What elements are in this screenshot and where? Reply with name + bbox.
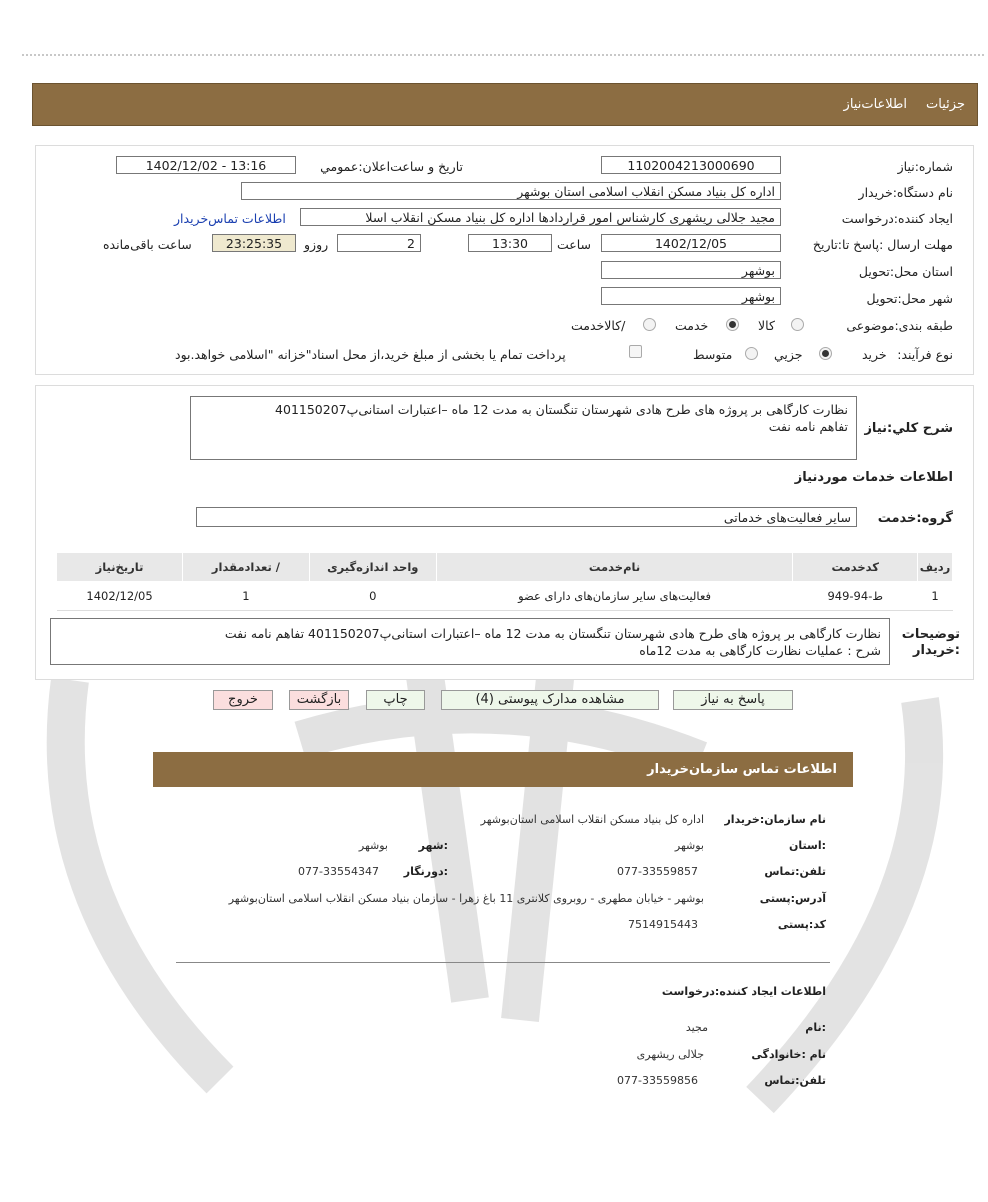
cell-service-code: ط-94-949 — [793, 582, 918, 611]
deadline-time-field: 13:30 — [468, 234, 552, 252]
category-goods-radio[interactable] — [791, 318, 804, 331]
city-field: بوشهر — [601, 287, 781, 305]
contact-header-title: اطلاعات تماس سازمان‌خریدار — [647, 762, 837, 777]
creator-info-title: اطلاعات ایجاد کننده:درخواست — [661, 985, 826, 998]
contact-org-value: اداره کل بنیاد مسکن انقلاب اسلامی استان‌بوشهر — [480, 813, 704, 826]
category-goods-service-label: /کالاخدمت — [571, 318, 626, 333]
contact-phone-value: 077-33559857 — [617, 865, 698, 878]
print-button[interactable]: چاپ — [366, 690, 425, 710]
reply-button[interactable]: پاسخ به نیاز — [673, 690, 793, 710]
buyer-notes-field — [50, 618, 890, 665]
summary-label: شرح کلي:نیاز — [864, 421, 953, 436]
contact-phone-label: تلفن:تماس — [764, 865, 826, 878]
tab-need-info[interactable]: اطلاعات‌نیاز — [843, 97, 907, 112]
creator-family-value: جلالی ریشهری — [636, 1048, 704, 1061]
creator-label: ایجاد کننده:درخواست — [841, 211, 953, 226]
contact-fax-label: :دورنگار — [403, 865, 448, 878]
process-minor-radio[interactable] — [819, 347, 832, 360]
summary-line-1: نظارت کارگاهی بر پروژه های طرح هادی شهرستان تنگستان به مدت 12 ماه –اعتبارات استانی‌پ401150207 — [275, 402, 848, 417]
days-field: 2 — [337, 234, 421, 252]
remaining-label: ساعت باقی‌مانده — [103, 237, 192, 252]
category-service-radio[interactable] — [726, 318, 739, 331]
buyer-notes-line-2: شرح : عملیات نظارت کارگاهی به مدت 12ماه — [639, 643, 881, 658]
contact-postal-value: 7514915443 — [628, 918, 698, 931]
table-row — [57, 582, 953, 611]
exit-button[interactable]: خروج — [213, 690, 273, 710]
need-number-label: شماره:نیاز — [897, 159, 953, 174]
need-number-field: 1102004213000690 — [601, 156, 781, 174]
treasury-payment-checkbox[interactable] — [629, 345, 642, 358]
services-table — [56, 552, 953, 611]
process-buy-label: خرید — [862, 347, 887, 362]
creator-family-label: نام :خانوادگی — [751, 1048, 826, 1061]
service-group-field: سایر فعالیت‌های خدماتی — [196, 507, 857, 527]
need-form-panel — [35, 145, 974, 375]
deadline-date-field: 1402/12/05 — [601, 234, 781, 252]
buyer-org-field: اداره کل بنیاد مسکن انقلاب اسلامی استان بوشهر — [241, 182, 781, 200]
creator-name-label: :نام — [805, 1021, 826, 1034]
announce-field: 1402/12/02 - 13:16 — [116, 156, 296, 174]
contact-city-label: :شهر — [418, 839, 448, 852]
creator-phone-value: 077-33559856 — [617, 1074, 698, 1087]
page-header — [32, 83, 978, 126]
col-service-name: نام‌خدمت — [436, 553, 793, 582]
treasury-payment-note: پرداخت تمام یا بخشی از مبلغ خرید،از محل اسناد"خزانه "اسلامی خواهد.بود — [175, 347, 566, 362]
announce-label: تاریخ و ساعت‌اعلان:عمومي — [320, 159, 463, 174]
days-label: روزو — [304, 237, 329, 252]
contact-org-label: نام سازمان:خریدار — [724, 813, 826, 826]
tab-details[interactable]: جزئیات — [926, 97, 965, 112]
city-label: شهر محل:تحویل — [866, 291, 953, 306]
cell-row: 1 — [918, 582, 953, 611]
province-field: بوشهر — [601, 261, 781, 279]
process-medium-label: متوسط — [693, 347, 733, 362]
category-goods-service-radio[interactable] — [643, 318, 656, 331]
summary-line-2: تفاهم نامه نفت — [768, 419, 848, 434]
process-medium-radio[interactable] — [745, 347, 758, 360]
buyer-contact-link[interactable]: اطلاعات تماس‌خریدار — [174, 211, 286, 226]
buyer-org-label: نام دستگاه:خریدار — [858, 185, 953, 200]
col-row: ردیف — [918, 553, 953, 582]
contact-divider — [176, 962, 830, 963]
col-quantity: / تعدادمقدار — [183, 553, 310, 582]
creator-field: مجید جلالی ریشهری کارشناس امور قراردادها اداره کل بنیاد مسکن انقلاب اسلا — [300, 208, 781, 226]
contact-province-label: :استان — [789, 839, 826, 852]
services-title: اطلاعات خدمات موردنیاز — [794, 470, 953, 485]
deadline-label: مهلت ارسال :پاسخ تا:تاریخ — [812, 237, 953, 252]
back-button[interactable]: بازگشت — [289, 690, 349, 710]
province-label: استان محل:تحویل — [858, 264, 953, 279]
col-need-date: تاریخ‌نیاز — [57, 553, 183, 582]
top-divider — [22, 54, 984, 56]
contact-city-value: بوشهر — [358, 839, 388, 852]
deadline-time-label: ساعت — [557, 237, 592, 252]
service-group-label: گروه:خدمت — [877, 511, 953, 526]
col-service-code: کدخدمت — [793, 553, 918, 582]
contact-address-value: بوشهر - خیابان مطهری - روبروی کلانتری 11 باغ زهرا - سازمان بنیاد مسکن انقلاب اسلامی استان‌بوشهر — [228, 892, 704, 905]
contact-address-label: آدرس:پستی — [759, 892, 826, 905]
cell-quantity: 1 — [183, 582, 310, 611]
cell-unit: 0 — [309, 582, 436, 611]
cell-service-name: فعالیت‌های سایر سازمان‌های دارای عضو — [436, 582, 793, 611]
buyer-notes-line-1: نظارت کارگاهی بر پروژه های طرح هادی شهرستان تنگستان به مدت 12 ماه –اعتبارات استانی‌پ401150207 تفاهم نامه نفت — [224, 626, 881, 641]
contact-province-value: بوشهر — [674, 839, 704, 852]
category-label: طبقه بندی:موضوعی — [846, 318, 953, 333]
contact-fax-value: 077-33554347 — [298, 865, 379, 878]
creator-phone-label: تلفن:تماس — [764, 1074, 826, 1087]
category-service-label: خدمت — [675, 318, 709, 333]
cell-need-date: 1402/12/05 — [57, 582, 183, 611]
attachments-button[interactable]: مشاهده مدارک پیوستی (4) — [441, 690, 659, 710]
contact-header — [153, 752, 853, 787]
creator-name-value: مجید — [685, 1021, 708, 1034]
process-minor-label: جزیي — [774, 347, 803, 362]
col-unit: واحد اندازه‌گیری — [309, 553, 436, 582]
process-label: نوع فرآیند: — [897, 347, 953, 362]
remaining-time-field: 23:25:35 — [212, 234, 296, 252]
buyer-notes-label: توضیحات :خریدار — [901, 627, 960, 658]
summary-field — [190, 396, 857, 460]
category-goods-label: کالا — [758, 318, 775, 333]
table-header-row — [57, 553, 953, 582]
contact-postal-label: کد:پستی — [777, 918, 826, 931]
